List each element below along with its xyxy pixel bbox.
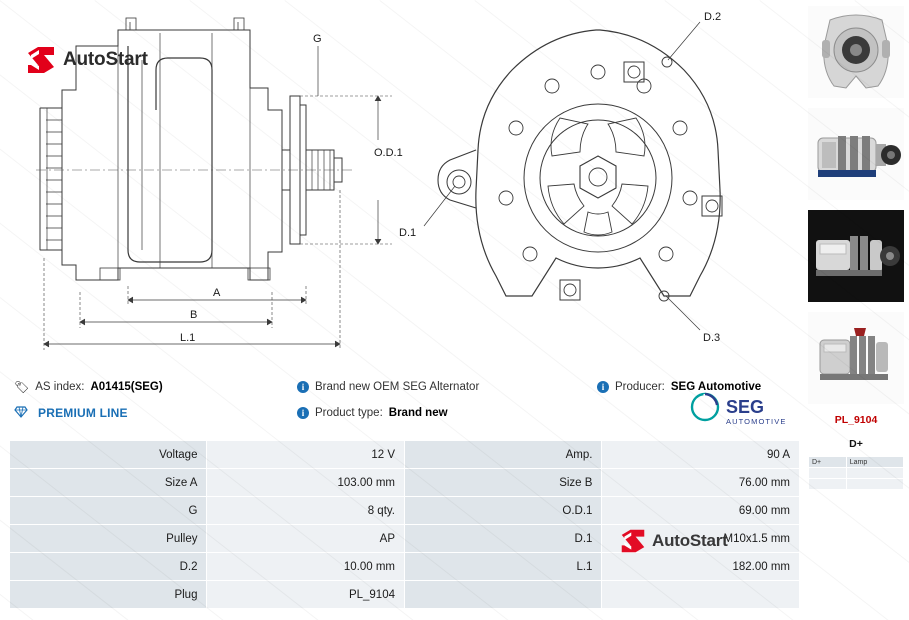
table-row [10,441,800,469]
spec-value: AP [207,525,405,553]
spec-key: D.1 [405,525,602,553]
terminal-label: D+ [849,438,863,450]
plug-cell [846,468,903,479]
product-info [14,374,800,426]
spec-value: 69.00 mm [602,497,800,525]
plug-header-cell: Lamp [846,457,903,468]
spec-value: 182.00 mm [602,553,800,581]
brand-logo [26,45,148,75]
label-d1: D.1 [399,227,417,239]
info-icon: i [297,381,309,393]
as-index-label: AS index: [35,381,85,393]
spec-key: O.D.1 [405,497,602,525]
alternator-photo-side-1[interactable] [808,108,904,200]
premium-line-label: PREMIUM LINE [38,406,128,420]
plug-header-cell: D+ [809,457,847,468]
spec-value: 76.00 mm [602,469,800,497]
plug-cell [809,479,847,490]
alternator-photo-side-2[interactable] [808,210,904,302]
spec-key: Size B [405,469,602,497]
label-b: B [190,309,198,321]
svg-text:AUTOMOTIVE: AUTOMOTIVE [726,417,787,426]
seg-automotive-logo [688,392,796,430]
watermark-brand-name: AutoStart [652,531,728,550]
spec-key: Amp. [405,441,602,469]
spec-key: Pulley [10,525,207,553]
svg-text:SEG: SEG [726,397,765,417]
plug-cell [809,468,847,479]
producer-value: SEG Automotive [670,381,762,393]
plug-pinout-table [808,456,904,490]
spec-value: 90 A [602,441,800,469]
table-row [10,553,800,581]
table-row [809,479,904,490]
label-d3: D.3 [703,332,721,344]
product-description [297,381,597,393]
premium-line-badge [14,406,297,421]
alternator-photo-front[interactable] [808,6,904,98]
product-type-value: Brand new [388,407,448,419]
table-row [10,525,800,553]
as-index-value: A01415(SEG) [90,381,163,393]
label-d2: D.2 [704,11,722,23]
spec-key: Plug [10,581,207,609]
table-row [809,468,904,479]
spec-key: L.1 [405,553,602,581]
table-row [809,457,904,468]
spec-value: M10x1.5 mm [602,525,800,553]
info-row-1 [14,374,800,400]
info-icon: i [597,381,609,393]
product-type-label: Product type: [315,407,383,419]
info-row-2 [14,400,800,426]
producer-label: Producer: [615,381,665,393]
info-icon: i [297,407,309,419]
plug-code-label: PL_9104 [834,414,878,426]
specification-table [9,440,800,609]
product-description-label: Brand new OEM SEG Alternator [315,381,480,393]
table-row [10,469,800,497]
label-g: G [313,33,322,45]
label-od1: O.D.1 [374,147,403,159]
tag-icon: 🏷 [14,380,30,394]
spec-key: Voltage [10,441,207,469]
alternator-photo-side-3[interactable] [808,312,904,404]
spec-value: PL_9104 [207,581,405,609]
autostart-logo-icon [26,45,56,75]
brand-name: AutoStart [63,49,148,70]
spec-value: 103.00 mm [207,469,405,497]
plug-cell [846,479,903,490]
spec-key: G [10,497,207,525]
table-row [10,581,800,609]
product-photo-strip [808,6,904,490]
label-a: A [213,287,221,299]
table-row [10,497,800,525]
as-index [14,380,297,394]
spec-value: 8 qty. [207,497,405,525]
spec-value: 12 V [207,441,405,469]
spec-value: 10.00 mm [207,553,405,581]
spec-key: D.2 [10,553,207,581]
spec-key [405,581,602,609]
label-l1: L.1 [180,332,196,344]
product-type [297,407,597,419]
diamond-icon [14,406,28,421]
spec-value [602,581,800,609]
spec-key: Size A [10,469,207,497]
